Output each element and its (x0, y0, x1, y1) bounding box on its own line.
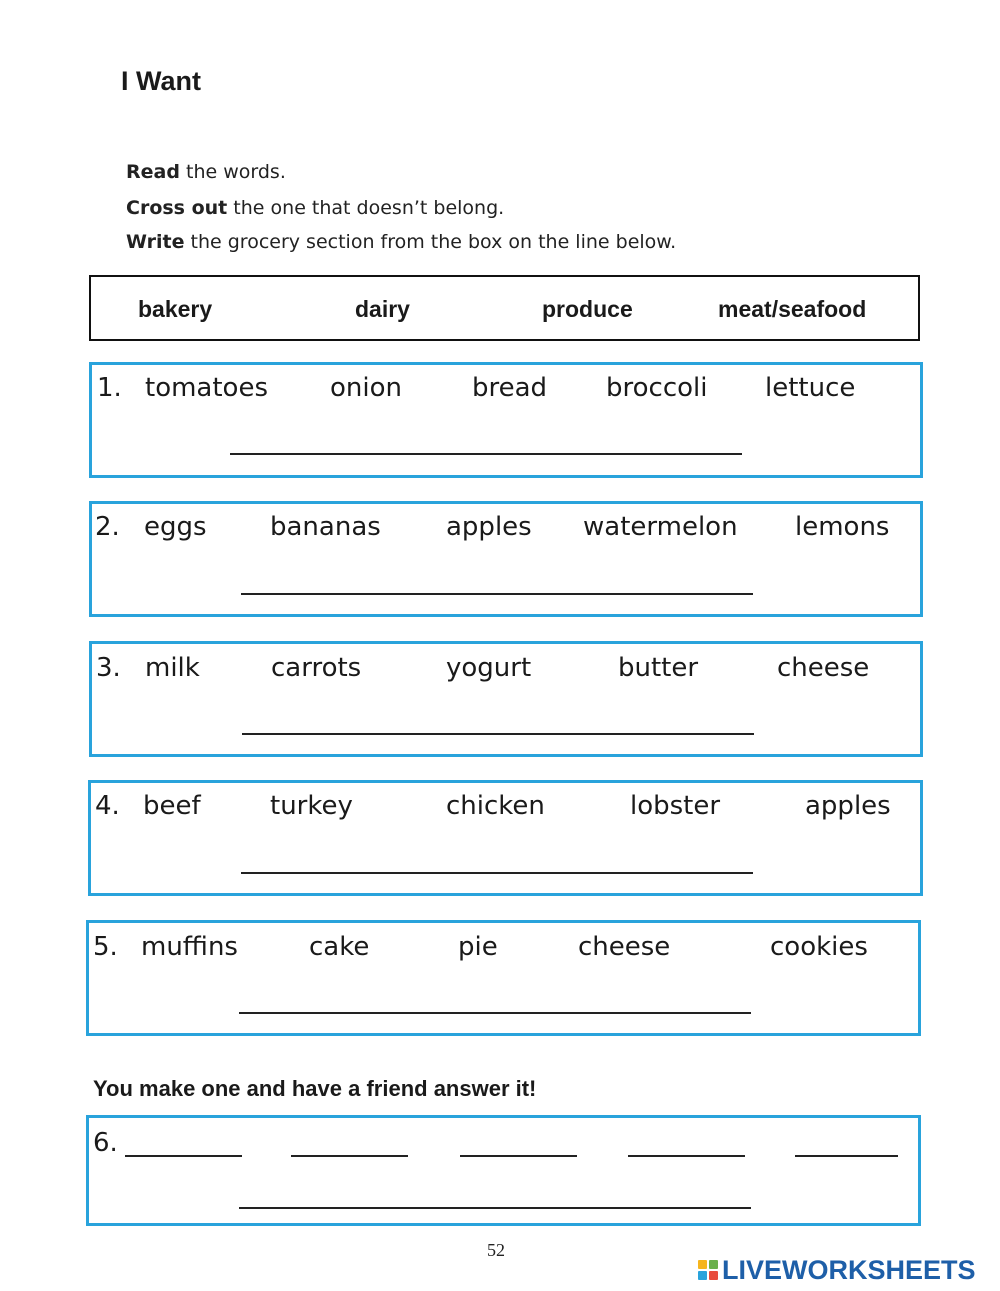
instruction-text: the grocery section from the box on the line below. (184, 231, 677, 253)
instruction-line-1 (126, 161, 286, 183)
question-number: 4. (95, 791, 120, 821)
instruction-text: the one that doesn’t belong. (227, 197, 505, 219)
word-option[interactable]: lemons (795, 512, 890, 542)
liveworksheets-logo-icon (698, 1260, 718, 1280)
word-option[interactable]: lettuce (765, 373, 856, 403)
section-word-bakery: bakery (138, 296, 213, 322)
question-number: 2. (95, 512, 120, 542)
question-box-6 (86, 1115, 921, 1226)
section-word-meat-seafood: meat/seafood (718, 296, 867, 322)
instruction-line-2 (126, 197, 504, 219)
question-number: 5. (93, 932, 118, 962)
answer-line[interactable] (239, 1012, 751, 1014)
logo-text: LIVEWORKSHEETS (722, 1254, 976, 1285)
answer-line[interactable] (241, 872, 753, 874)
word-option[interactable]: milk (145, 653, 200, 683)
question-number: 3. (96, 653, 121, 683)
word-option[interactable]: cheese (777, 653, 870, 683)
instruction-text: the words. (179, 161, 286, 183)
instruction-line-3 (126, 231, 676, 253)
instruction-verb: Read (126, 161, 180, 183)
word-option[interactable]: eggs (144, 512, 207, 542)
answer-line[interactable] (241, 593, 753, 595)
worksheet-title: I Want (121, 66, 201, 96)
word-option[interactable]: onion (330, 373, 402, 403)
word-blank[interactable] (460, 1155, 577, 1157)
word-option[interactable]: cookies (770, 932, 868, 962)
word-blank[interactable] (125, 1155, 242, 1157)
word-option[interactable]: cheese (578, 932, 671, 962)
answer-line[interactable] (239, 1207, 751, 1209)
friend-prompt: You make one and have a friend answer it! (93, 1076, 537, 1101)
section-word-produce: produce (542, 296, 633, 322)
word-option[interactable]: lobster (630, 791, 721, 821)
page-number: 52 (487, 1240, 505, 1260)
answer-line[interactable] (242, 733, 754, 735)
word-option[interactable]: tomatoes (145, 373, 269, 403)
logo-square (698, 1271, 707, 1280)
word-option[interactable]: butter (618, 653, 699, 683)
logo-square (709, 1260, 718, 1269)
question-number: 1. (97, 373, 122, 403)
word-option[interactable]: watermelon (583, 512, 738, 542)
word-option[interactable]: pie (458, 932, 498, 962)
liveworksheets-logo (698, 1254, 976, 1286)
answer-line[interactable] (230, 453, 742, 455)
word-option[interactable]: beef (143, 791, 201, 821)
word-option[interactable]: chicken (446, 791, 545, 821)
word-option[interactable]: yogurt (446, 653, 532, 683)
word-option[interactable]: carrots (271, 653, 362, 683)
question-number: 6. (93, 1128, 118, 1158)
word-option[interactable]: apples (446, 512, 532, 542)
word-blank[interactable] (628, 1155, 745, 1157)
word-blank[interactable] (291, 1155, 408, 1157)
logo-square (709, 1271, 718, 1280)
word-option[interactable]: cake (309, 932, 370, 962)
section-word-dairy: dairy (355, 296, 410, 322)
word-option[interactable]: broccoli (606, 373, 708, 403)
word-blank[interactable] (795, 1155, 898, 1157)
word-option[interactable]: turkey (270, 791, 353, 821)
word-option[interactable]: bread (472, 373, 548, 403)
word-option[interactable]: bananas (270, 512, 381, 542)
instruction-verb: Write (126, 231, 185, 253)
word-option[interactable]: muffins (141, 932, 238, 962)
instruction-verb: Cross out (126, 197, 228, 219)
logo-square (698, 1260, 707, 1269)
word-option[interactable]: apples (805, 791, 891, 821)
